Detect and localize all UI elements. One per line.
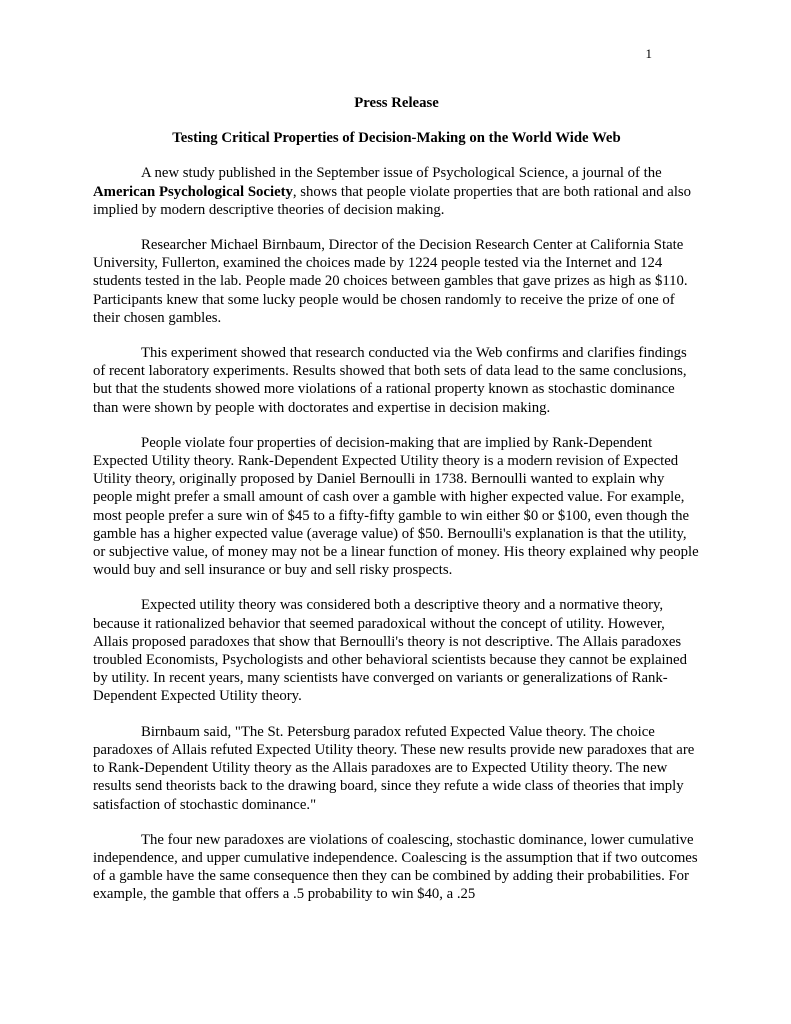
paragraph-5: Expected utility theory was considered both a descriptive theory and a normative theory, because it rationalized behavior that seemed paradoxical without the concept of utility. However, Allais proposed paradoxes that show that Bernoulli's theory is not descriptive. The Allais paradoxes troubled Economists, Psychologists and other behavioral scientists because they cannot be explained by utility. In recent years, many scientists have converged on variants or generalizations of Rank-Dependent Expected Utility theory. xyxy=(93,597,687,705)
document-body xyxy=(93,94,700,904)
press-release-headline: Testing Critical Properties of Decision-Making on the World Wide Web xyxy=(172,130,621,147)
paragraph-2: Researcher Michael Birnbaum, Director of the Decision Research Center at California State University, Fullerton, examined the choices made by 1224 people tested via the Internet and 124 students tested in the lab. People made 20 choices between gambles that gave prizes as high as $110. Participants knew that some lucky people would be chosen randomly to receive the prize of one of their chosen gambles. xyxy=(93,237,688,326)
paragraph-7: The four new paradoxes are violations of coalescing, stochastic dominance, lower cumulative independence, and upper cumulative independence. Coalescing is the assumption that if two outcomes of a gamble have the same consequence then they can be combined by adding their probabilities. For example, the gamble that offers a .5 probability to win $40, a .25 xyxy=(93,831,698,903)
press-release-label: Press Release xyxy=(354,95,439,111)
paragraph-1-text-start: A new study published in the September issue of Psychological Science, a journal of the xyxy=(141,165,662,182)
paragraph-4: People violate four properties of decision-making that are implied by Rank-Dependent Expected Utility theory. Rank-Dependent Expected Utility theory is a modern revision of Expected Utility theory, originally proposed by Daniel Bernoulli in 1738. Bernoulli wanted to explain why people might prefer a small amount of cash over a gamble with higher expected value. For example, most people prefer a sure win of $45 to a fifty-fifty gamble to win either $0 or $100, even though the gamble has a higher expected value (average value) of $50. Bernoulli's explanation is that the utility, or subjective value, of money may not be a linear function of money. His theory explained why people would buy and sell insurance or buy and sell risky prospects. xyxy=(93,434,699,579)
page-number: 1 xyxy=(645,46,652,61)
organization-name: American Psychological Society xyxy=(93,183,293,200)
paragraph-1-text-end: , shows that people violate properties that are both rational and also implied by modern descriptive theories of decision making. xyxy=(93,183,692,218)
paragraph-6: Birnbaum said, "The St. Petersburg paradox refuted Expected Value theory. The choice paradoxes of Allais refuted Expected Utility theory. These new results provide new paradoxes that are to Rank-Dependent Utility theory as the Allais paradoxes are to Expected Utility theory. The new results send theorists back to the drawing board, since they refute a wide class of theories that imply satisfaction of stochastic dominance." xyxy=(93,723,695,813)
paragraph-3: This experiment showed that research conducted via the Web confirms and clarifies findings of recent laboratory experiments. Results showed that both sets of data lead to the same conclusions, but that the students showed more violations of a rational property known as stochastic dominance than were shown by people with doctorates and expertise in decision making. xyxy=(93,345,687,416)
paragraph-1 xyxy=(93,164,700,219)
